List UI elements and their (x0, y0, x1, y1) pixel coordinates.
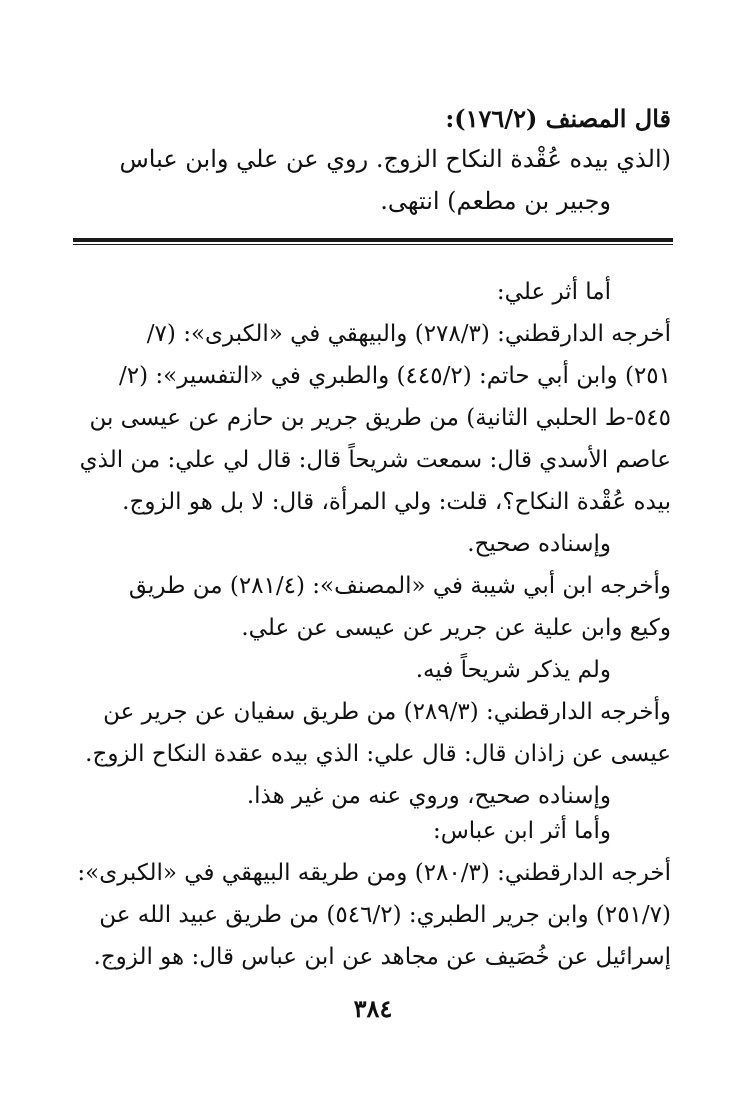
body-line: وإسناده صحيح. (467, 531, 611, 557)
body-line: ولم يذكر شريحاً فيه. (415, 657, 611, 683)
quoted-text-line-2: وجبير بن مطعم) انتهى. (380, 187, 611, 215)
body-line: أخرجه الدارقطني: (٢٧٨/٣) والبيهقي في «الكبرى»: (٧/ (146, 321, 671, 347)
page-number: ٣٨٤ (353, 994, 393, 1023)
section-heading: قال المصنف (١٧٦/٢): (445, 104, 671, 133)
body-line: ٥٤٥-ط الحلبي الثانية) من طريق جرير بن حازم عن عيسى بن (89, 405, 671, 431)
body-line: وأما أثر ابن عباس: (432, 818, 611, 844)
body-line: إسرائيل عن خُصَيف عن مجاهد عن ابن عباس قال: هو الزوج. (93, 944, 671, 970)
quoted-text-line-1: (الذي بيده عُقْدة النكاح الزوج. روي عن علي وابن عباس (119, 145, 671, 173)
body-line: ٢٥١) وابن أبي حاتم: (٤٤٥/٢) والطبري في «التفسير»: (٢/ (119, 363, 671, 389)
body-line: وأخرجه الدارقطني: (٢٨٩/٣) من طريق سفيان عن جرير عن (103, 699, 671, 725)
divider-thick (73, 238, 673, 242)
body-line: أخرجه الدارقطني: (٢٨٠/٣) ومن طريقه البيهقي في «الكبرى»: (77, 860, 671, 886)
body-line: (٢٥١/٧) وابن جرير الطبري: (٥٤٦/٢) من طريق عبيد الله عن (99, 902, 671, 928)
body-line: عيسى عن زاذان قال: قال علي: الذي بيده عقدة النكاح الزوج. (85, 741, 671, 767)
body-line: وإسناده صحيح، وروي عنه من غير هذا. (246, 783, 611, 809)
body-line: وأخرجه ابن أبي شيبة في «المصنف»: (٢٨١/٤) من طريق (128, 573, 671, 599)
body-line: عاصم الأسدي قال: سمعت شريحاً قال: قال لي علي: من الذي (79, 447, 671, 473)
body-line: وكيع وابن علية عن جرير عن عيسى عن علي. (241, 615, 671, 641)
body-line: أما أثر علي: (496, 279, 611, 305)
divider-thin (73, 244, 673, 245)
body-line: بيده عُقْدة النكاح؟، قلت: ولي المرأة، قال: لا بل هو الزوج. (122, 489, 671, 515)
